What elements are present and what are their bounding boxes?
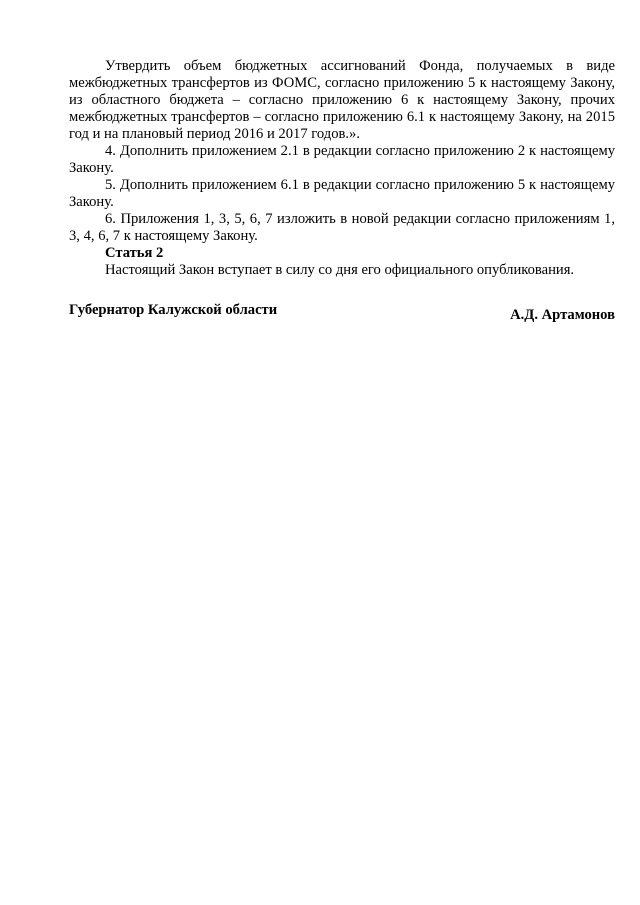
paragraph-item-4: 4. Дополнить приложением 2.1 в редакции согласно приложению 2 к настоящему Закону.: [69, 143, 615, 176]
signatory-name: А.Д. Артамонов: [510, 307, 615, 323]
paragraph-item-5: 5. Дополнить приложением 6.1 в редакции согласно приложению 5 к настоящему Закону.: [69, 177, 615, 210]
paragraph-appropriations: Утвердить объем бюджетных ассигнований Фонда, получаемых в виде межбюджетных трансфертов из ФОМС, согласно приложению 5 к настоящему Закону, из областного бюджета – согласно приложению 6 к настоящему Закону, прочих межбюджетных трансфертов – согласно приложению 6.1 к настоящему Закону, на 2015 год и на плановый период 2016 и 2017 годов.».: [69, 58, 615, 142]
signatory-position: Губернатор Калужской области: [69, 302, 278, 318]
article-2-text: Настоящий Закон вступает в силу со дня его официального опубликования.: [105, 262, 575, 278]
document-body: [69, 58, 615, 279]
article-2-title: Статья 2: [105, 245, 164, 261]
paragraph-item-6: 6. Приложения 1, 3, 5, 6, 7 изложить в новой редакции согласно приложениям 1, 3, 4, 6, 7 к настоящему Закону.: [69, 211, 615, 244]
